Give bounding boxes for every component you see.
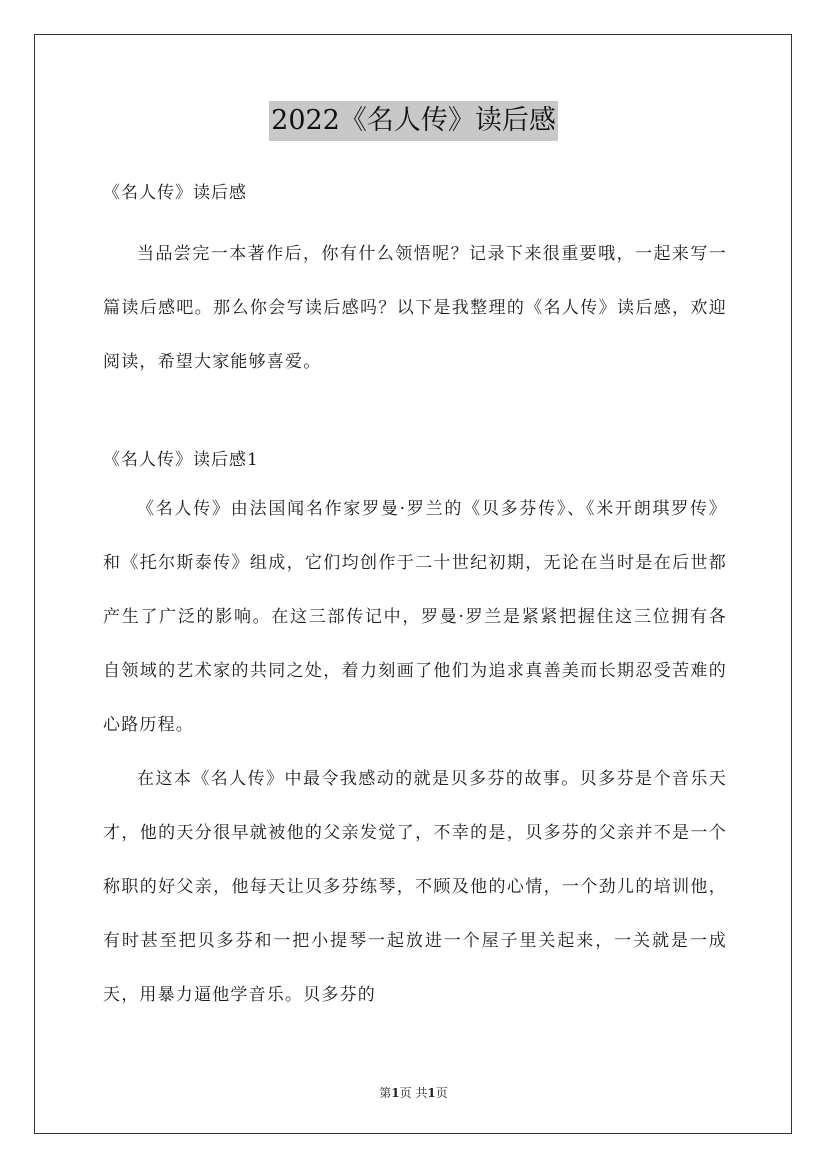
intro-heading: 《名人传》读后感	[103, 183, 247, 203]
page-prefix: 第	[379, 1086, 392, 1100]
title-container	[0, 101, 827, 141]
page-total: 1	[427, 1086, 436, 1100]
page-suffix: 页	[435, 1086, 448, 1100]
section1-paragraph-2: 在这本《名人传》中最令我感动的就是贝多芬的故事。贝多芬是个音乐天才，他的天分很早就被他的父亲发觉了，不幸的是，贝多芬的父亲并不是一个称职的好父亲，他每天让贝多芬练琴，不顾及他的心情，一个劲儿的培训他，有时甚至把贝多芬和一把小提琴一起放进一个屋子里关起来，一关就是一成天，用暴力逼他学音乐。贝多芬的	[103, 769, 727, 1005]
document-body	[103, 176, 727, 1022]
spacer	[103, 389, 727, 443]
spacer	[103, 210, 727, 227]
section1-paragraph-1: 《名人传》由法国闻名作家罗曼·罗兰的《贝多芬传》、《米开朗琪罗传》和《托尔斯泰传》组成，它们均创作于二十世纪初期，无论在当时是在后世都产生了广泛的影响。在这三部传记中，罗曼·罗兰是紧紧把握住这三位拥有各自领域的艺术家的共同之处，着力刻画了他们为追求真善美而长期忍受苦难的心路历程。	[103, 499, 727, 735]
page-footer	[0, 1084, 827, 1101]
section1-heading: 《名人传》读后感1	[103, 450, 259, 470]
document-title: 2022《名人传》读后感	[269, 101, 558, 141]
page-current: 1	[391, 1086, 400, 1100]
page-mid: 页 共	[399, 1086, 428, 1100]
intro-paragraph: 当品尝完一本著作后，你有什么领悟呢？记录下来很重要哦，一起来写一篇读后感吧。那么你会写读后感吗？以下是我整理的《名人传》读后感，欢迎阅读，希望大家能够喜爱。	[103, 244, 727, 372]
